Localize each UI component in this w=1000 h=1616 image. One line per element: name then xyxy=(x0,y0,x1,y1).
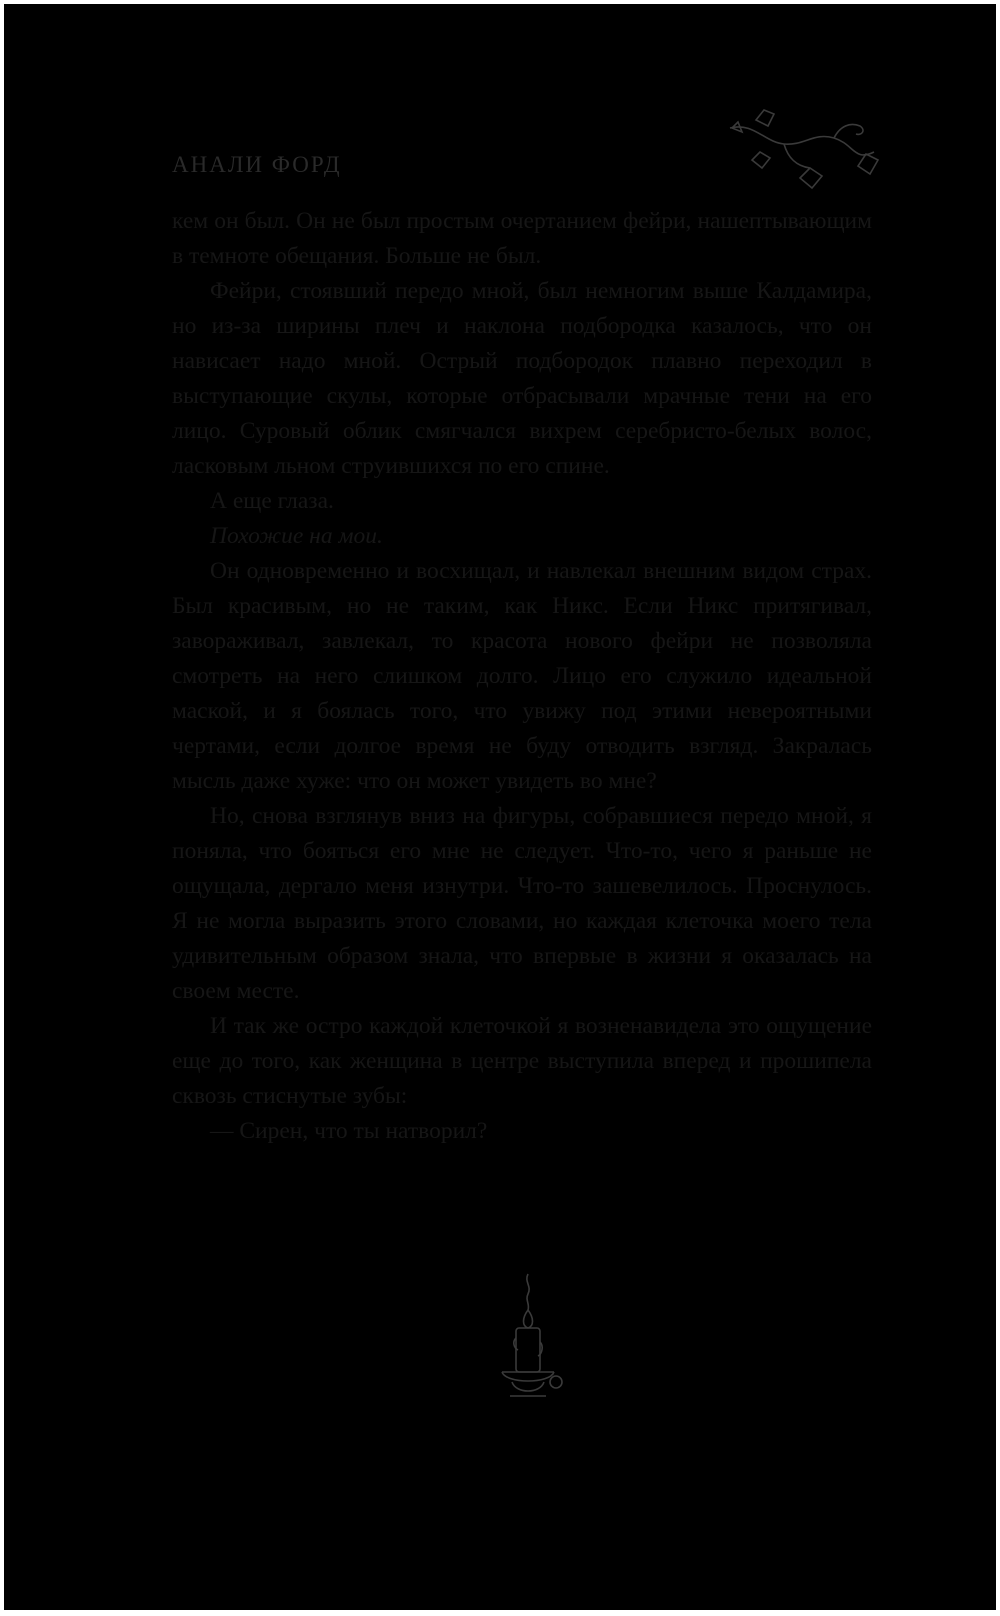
paragraph: А еще глаза. xyxy=(210,488,334,514)
book-page xyxy=(4,4,996,1610)
paragraph: И так же остро каждой клеточкой я возненавидела это ощущение еще до того, как женщина в центре выступила вперед и прошипела сквозь стиснутые зубы: xyxy=(172,1013,872,1109)
paragraph-italic: Похожие на мои. xyxy=(210,523,383,549)
paragraph: кем он был. Он не был простым очертанием фейри, нашептывающим в темноте обещания. Больше не был. xyxy=(172,208,872,269)
body-text xyxy=(172,204,872,1149)
paragraph: Фейри, стоявший передо мной, был немногим выше Калдамира, но из-за ширины плеч и наклона подбородка казалось, что он нависает надо мной. Острый подбородок плавно переходил в выступающие скулы, которые отбрасывали мрачные тени на его лицо. Суровый облик смягчался вихрем серебристо-белых волос, ласковым льном струившихся по его спине. xyxy=(172,278,872,479)
dialogue-line: — Сирен, что ты натворил? xyxy=(210,1118,488,1144)
running-head-author: АНАЛИ ФОРД xyxy=(172,152,342,177)
candle-icon xyxy=(492,1266,564,1416)
paragraph: Он одновременно и восхищал, и навлекал внешним видом страх. Был красивым, но не таким, как Никс. Если Никс притягивал, завораживал, завлекал, то красота нового фейри не позволяла смотреть на него слишком долго. Лицо его служило идеальной маской, и я боялась того, что увижу под этими невероятными чертами, если долгое время не буду отводить взгляд. Закралась мысль даже хуже: что он может увидеть во мне? xyxy=(172,558,872,794)
paragraph: Но, снова взглянув вниз на фигуры, собравшиеся передо мной, я поняла, что бояться его мне не следует. Что-то, чего я раньше не ощущала, дергало меня изнутри. Что-то зашевелилось. Проснулось. Я не могла выразить этого словами, но каждая клеточка моего тела удивительным образом знала, что впервые в жизни я оказалась на своем месте. xyxy=(172,803,872,1004)
ivy-vine-icon xyxy=(724,92,884,202)
